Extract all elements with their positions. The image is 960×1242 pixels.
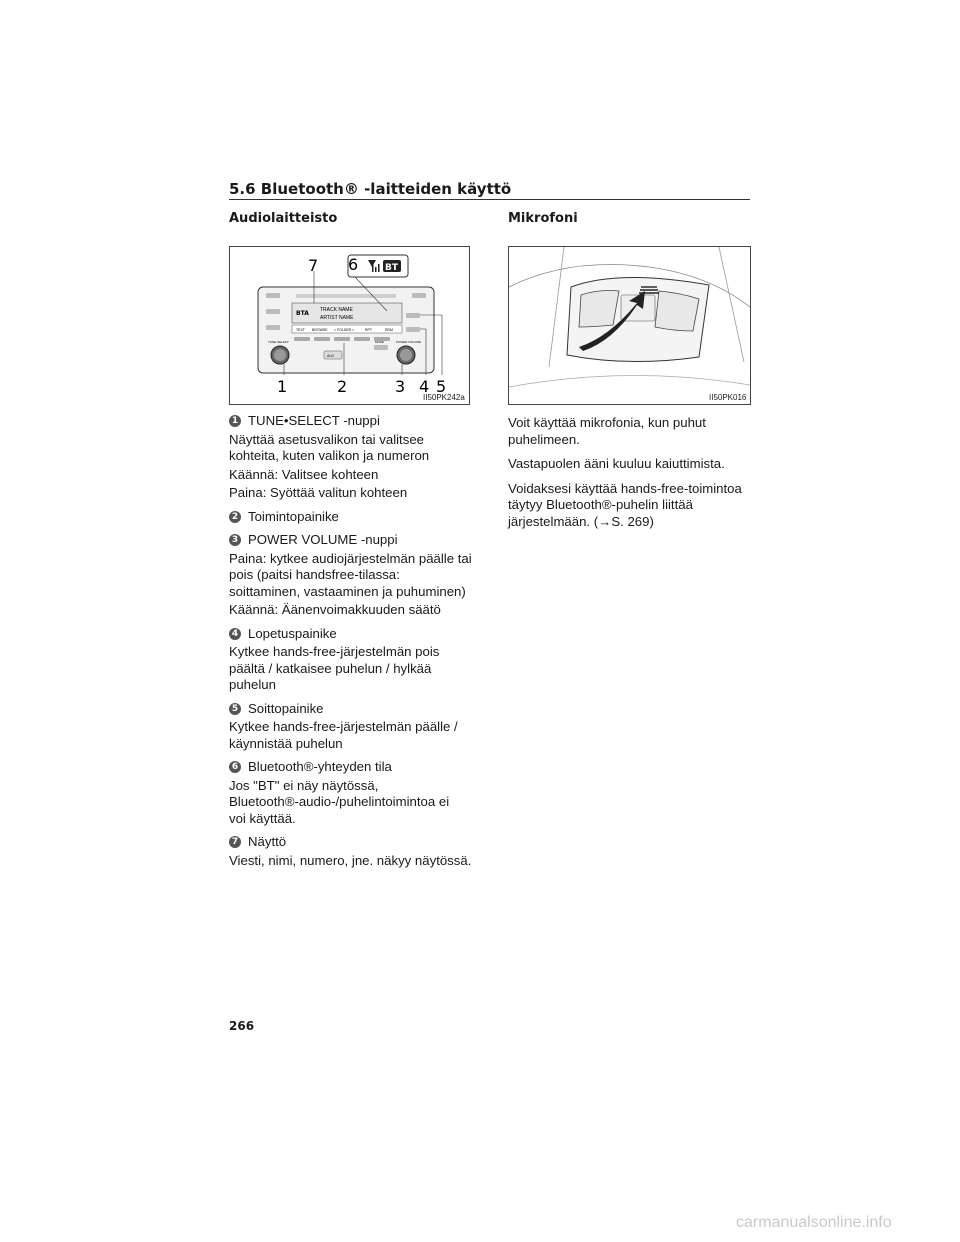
- callout-7: 7: [308, 256, 319, 275]
- tab-rpt: RPT: [365, 328, 372, 332]
- item-title: Bluetooth®-yhteyden tila: [248, 759, 392, 774]
- callout-4: 4: [419, 377, 430, 396]
- item-5-line: käynnistää puhelun: [229, 735, 343, 751]
- tab-rdm: RDM: [385, 328, 393, 332]
- item-1-line: Paina: Syöttää valitun kohteen: [229, 485, 408, 500]
- item-3-line: Käännä: Äänenvoimakkuuden säätö: [229, 602, 441, 617]
- item-title: TUNE•SELECT -nuppi: [248, 413, 380, 428]
- item-title: Lopetuspainike: [248, 625, 337, 641]
- item-6: [229, 759, 479, 776]
- label-tune-select: TUNE·SELECT: [268, 340, 289, 344]
- item-3: [229, 532, 479, 549]
- item-7: [229, 834, 479, 851]
- callout-1: 1: [277, 377, 288, 396]
- item-3-line: Paina: kytkee audiojärjestelmän päälle tai: [229, 550, 472, 566]
- tab-text: TEXT: [296, 328, 305, 332]
- microphone-text: [508, 415, 753, 530]
- item-4-line: Kytkee hands-free-järjestelmän pois: [229, 644, 440, 659]
- item-1-line: Näyttää asetusvalikon tai valitsee: [229, 431, 424, 447]
- item-7-line: Viesti, nimi, numero, jne. näkyy näytössä.: [229, 852, 472, 868]
- label-aux: AUX: [327, 354, 335, 358]
- item-4: [229, 626, 479, 643]
- item-title: Toimintopainike: [248, 508, 339, 524]
- mic-paragraph-3: Voidaksesi käyttää hands-free-toimintoa täytyy Bluetooth®-puhelin liittää järjestelmään. (→S. 269): [508, 480, 742, 529]
- section-divider: [229, 199, 750, 200]
- item-4-line: puhelun: [229, 677, 276, 692]
- audio-unit-figure: [229, 246, 470, 405]
- item-title: Näyttö: [248, 834, 287, 849]
- item-number: 3: [229, 534, 241, 546]
- item-title: POWER VOLUME -nuppi: [248, 532, 398, 547]
- item-title: Soittopainike: [248, 700, 324, 716]
- page-number: 266: [229, 1019, 255, 1033]
- microphone-figure: [508, 246, 751, 405]
- item-3-line: soittaminen, vastaaminen ja puhuminen): [229, 583, 466, 599]
- item-1: [229, 413, 479, 430]
- display-line-2: ARTIST NAME: [320, 315, 354, 321]
- display-line-1: TRACK NAME: [320, 307, 353, 313]
- item-5: [229, 701, 479, 718]
- callout-3: 3: [395, 377, 406, 396]
- callout-2: 2: [337, 377, 348, 396]
- display-source: BTA: [296, 310, 309, 317]
- mic-paragraph-1: Voit käyttää mikrofonia, kun puhut puhelimeen.: [508, 415, 706, 447]
- item-5-line: Kytkee hands-free-järjestelmän päälle /: [229, 719, 458, 734]
- audio-heading: Audiolaitteisto: [229, 211, 338, 226]
- callout-6: 6: [348, 255, 359, 274]
- figure-code-audio: II50PK242a: [423, 393, 465, 402]
- section-title: 5.6 Bluetooth® -laitteiden käyttö: [229, 180, 512, 198]
- item-6-line: voi käyttää.: [229, 810, 296, 826]
- item-1-line: kohteita, kuten valikon ja numeron: [229, 448, 430, 463]
- item-number: 5: [229, 703, 241, 715]
- label-power-volume: POWER VOLUME: [396, 340, 421, 344]
- item-number: 7: [229, 836, 241, 848]
- label-mode: MODE: [375, 340, 384, 344]
- item-2: [229, 509, 479, 526]
- callout-5: 5: [436, 377, 447, 396]
- item-4-line: päältä / katkaisee puhelun / hylkää: [229, 660, 432, 676]
- audio-items: [229, 413, 479, 869]
- mic-paragraph-2: Vastapuolen ääni kuuluu kaiuttimista.: [508, 456, 725, 471]
- item-number: 4: [229, 628, 241, 640]
- item-number: 1: [229, 415, 241, 427]
- watermark: carmanualsonline.info: [736, 1214, 892, 1231]
- microphone-heading: Mikrofoni: [508, 211, 578, 226]
- figure-code-microphone: II50PK016: [709, 393, 747, 402]
- bt-status-text: BT: [385, 263, 398, 273]
- item-6-line: Bluetooth®-audio-/puhelintoimintoa ei: [229, 794, 450, 809]
- item-number: 2: [229, 511, 241, 523]
- tab-browse: BROWSE: [312, 328, 328, 332]
- item-3-line: pois (paitsi handsfree-tilassa:: [229, 567, 400, 582]
- item-1-line: Käännä: Valitsee kohteen: [229, 466, 379, 482]
- tab-folder: < FOLDER >: [334, 328, 355, 332]
- item-6-line: Jos "BT" ei näy näytössä,: [229, 777, 379, 793]
- item-number: 6: [229, 761, 241, 773]
